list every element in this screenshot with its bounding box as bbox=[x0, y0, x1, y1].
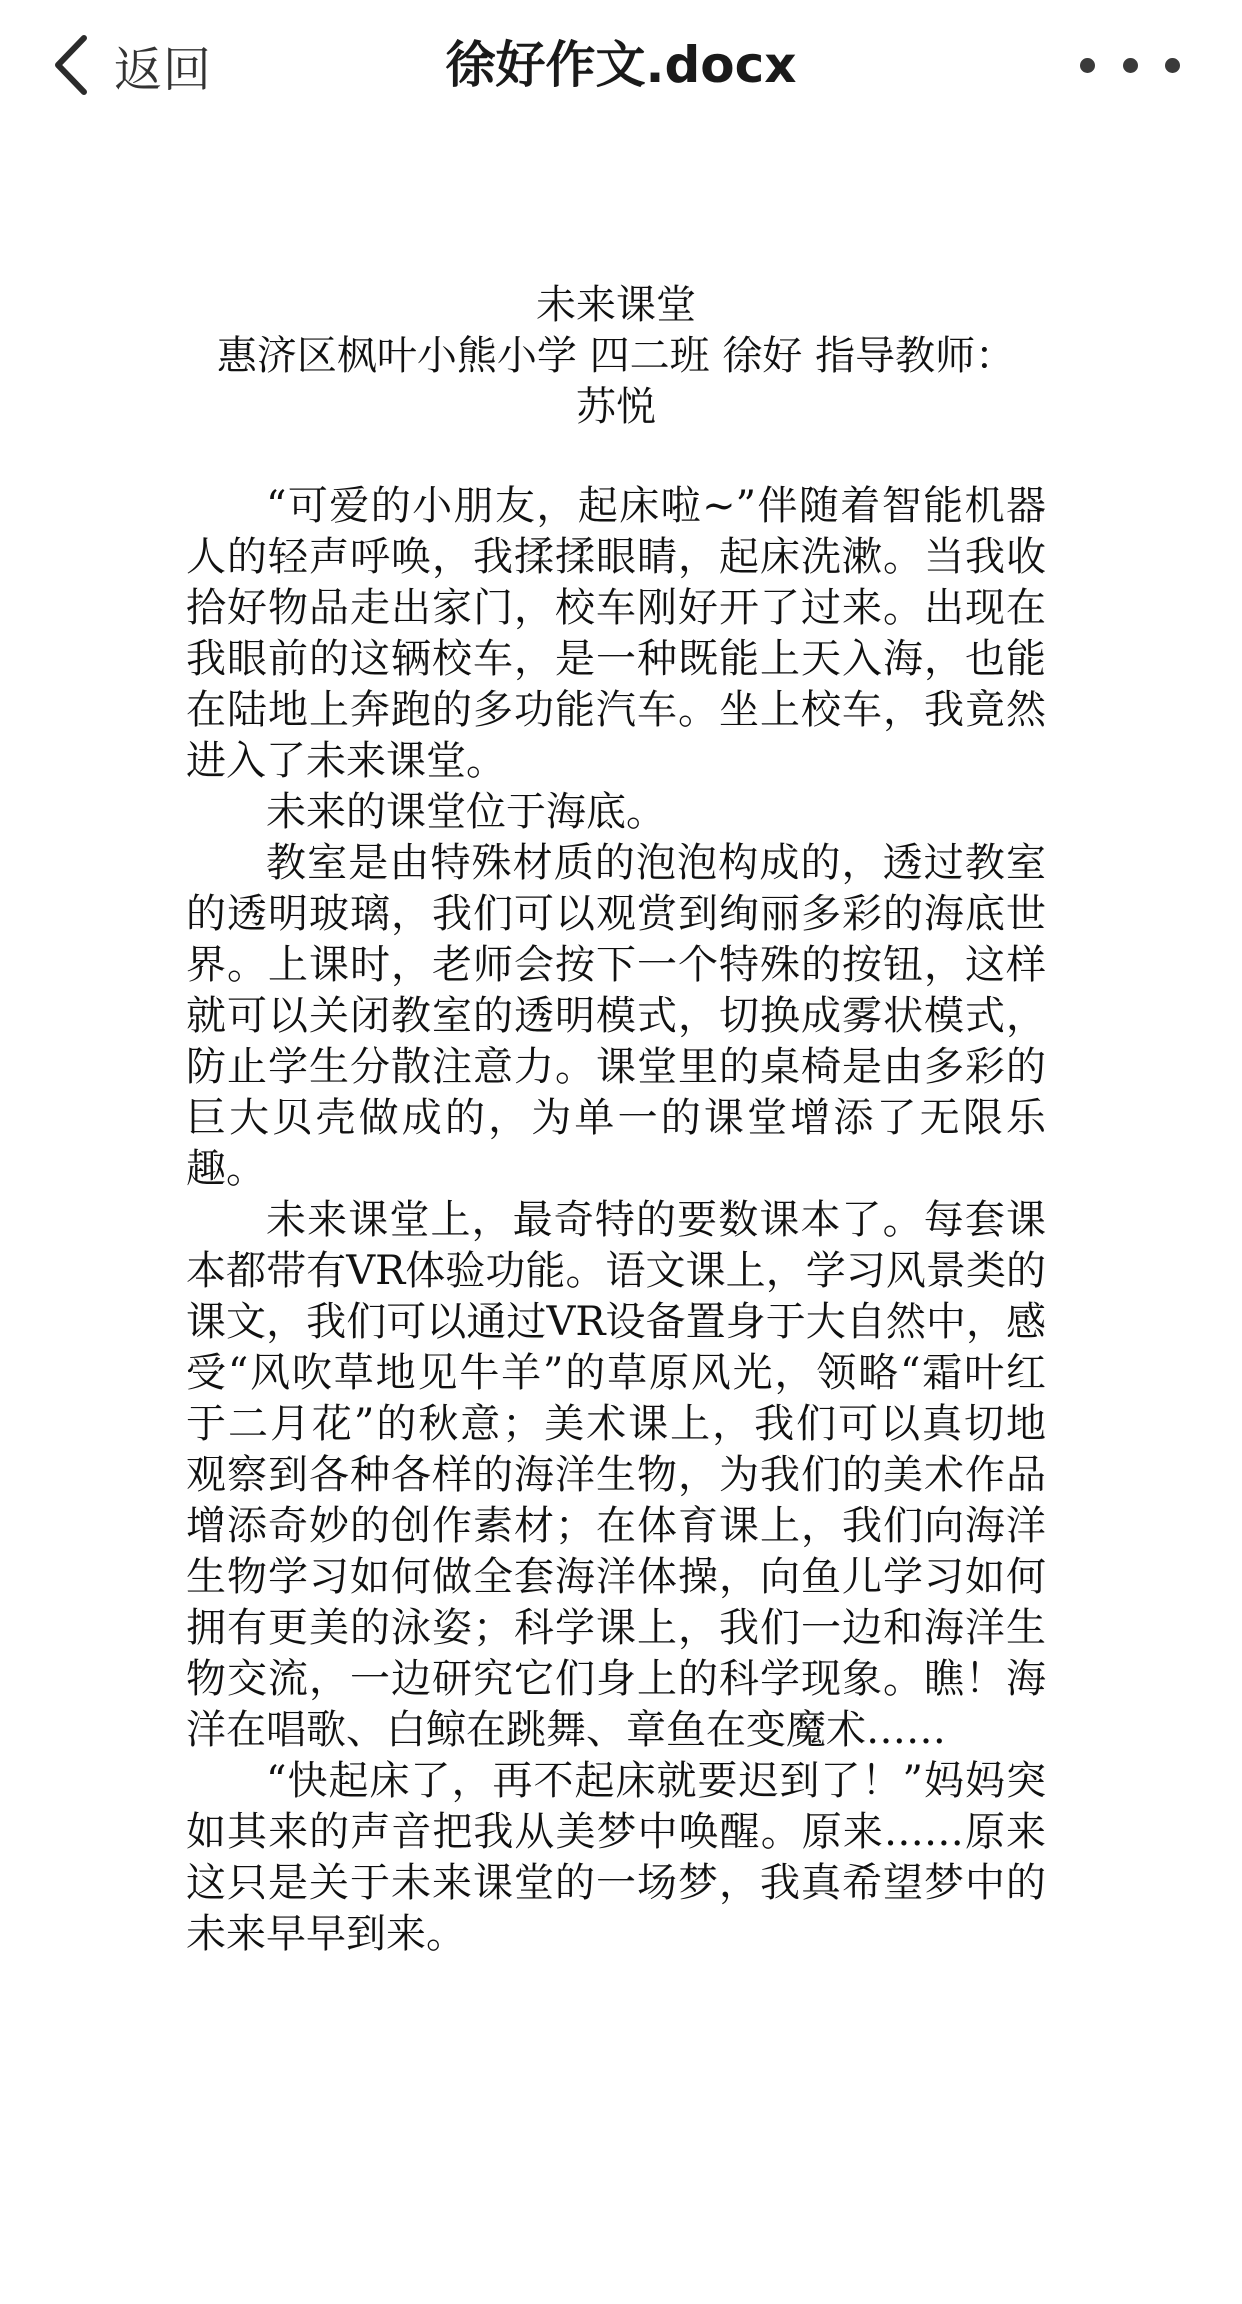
essay-title: 未来课堂 bbox=[536, 282, 696, 328]
nav-bar bbox=[0, 0, 1242, 132]
essay-paragraph: 教室是由特殊材质的泡泡构成的，透过教室的透明玻璃，我们可以观赏到绚丽多彩的海底世界。上课时，老师会按下一个特殊的按钮，这样就可以关闭教室的透明模式，切换成雾状模式，防止学生分散注意力。课堂里的桌椅是由多彩的巨大贝壳做成的，为单一的课堂增添了无限乐趣。 bbox=[186, 840, 1046, 1192]
document-content bbox=[186, 280, 1046, 1960]
essay-paragraph: “快起床了，再不起床就要迟到了！”妈妈突如其来的声音把我从美梦中唤醒。原来……原来这只是关于未来课堂的一场梦，我真希望梦中的未来早早到来。 bbox=[186, 1758, 1046, 1957]
document-title: 徐好作文.docx bbox=[445, 36, 797, 94]
more-button[interactable] bbox=[1080, 48, 1180, 82]
essay-byline: 惠济区枫叶小熊小学 四二班 徐好 指导教师：苏悦 bbox=[216, 333, 1016, 430]
chevron-left-icon bbox=[52, 34, 90, 96]
more-icon-dot bbox=[1165, 58, 1180, 73]
essay-paragraph: 未来的课堂位于海底。 bbox=[266, 789, 666, 835]
essay-paragraph: “可爱的小朋友，起床啦~”伴随着智能机器人的轻声呼唤，我揉揉眼睛，起床洗漱。当我收拾好物品走出家门，校车刚好开了过来。出现在我眼前的这辆校车，是一种既能上天入海，也能在陆地上奔跑的多功能汽车。坐上校车，我竟然进入了未来课堂。 bbox=[186, 483, 1046, 784]
essay-body bbox=[186, 481, 1046, 1960]
back-button[interactable] bbox=[52, 30, 212, 100]
more-icon-dot bbox=[1123, 58, 1138, 73]
essay-paragraph: 未来课堂上，最奇特的要数课本了。每套课本都带有VR体验功能。语文课上，学习风景类的课文，我们可以通过VR设备置身于大自然中，感受“风吹草地见牛羊”的草原风光，领略“霜叶红于二月花”的秋意；美术课上，我们可以真切地观察到各种各样的海洋生物，为我们的美术作品增添奇妙的创作素材；在体育课上，我们向海洋生物学习如何做全套海洋体操，向鱼儿学习如何拥有更美的泳姿；科学课上，我们一边和海洋生物交流，一边研究它们身上的科学现象。瞧！海洋在唱歌、白鲸在跳舞、章鱼在变魔术…… bbox=[186, 1197, 1046, 1753]
back-label: 返回 bbox=[114, 41, 213, 98]
more-icon bbox=[1080, 58, 1095, 73]
